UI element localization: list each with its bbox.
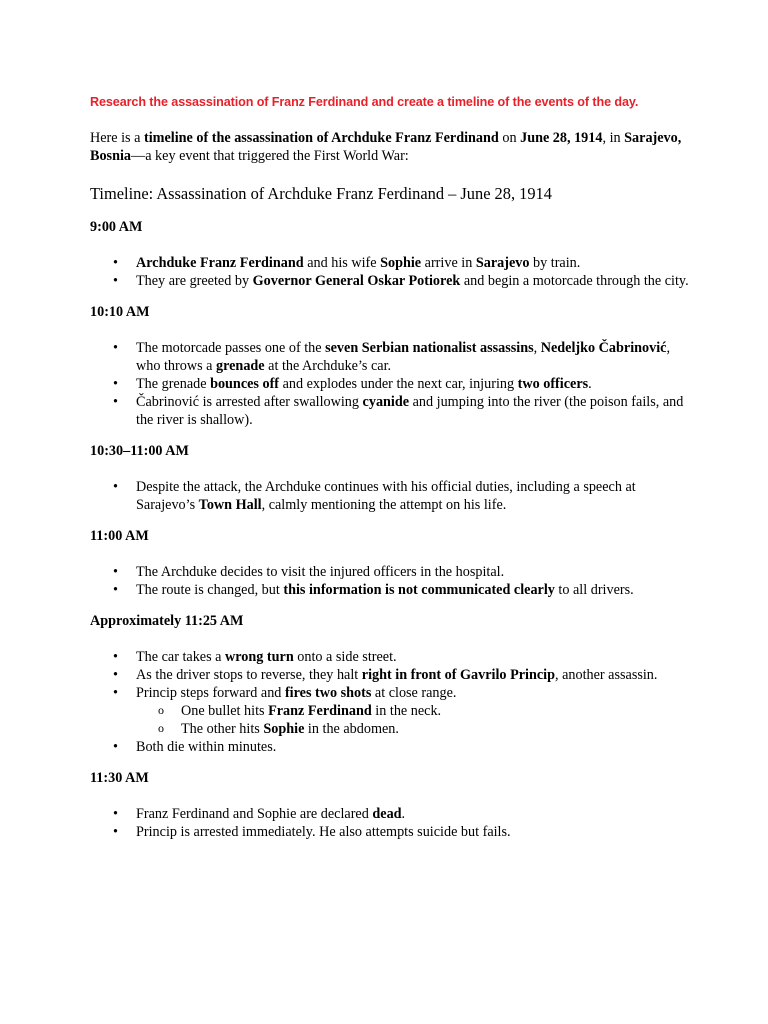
- event-item: [90, 339, 690, 375]
- text-run: in the abdomen.: [304, 721, 399, 737]
- text-run: ,: [533, 340, 541, 356]
- text-run: arrive in: [421, 255, 476, 271]
- event-item: [90, 648, 690, 666]
- time-heading: 10:10 AM: [90, 304, 150, 320]
- timeline-title: Timeline: Assassination of Archduke Franz Ferdinand – June 28, 1914: [90, 184, 552, 203]
- text-run: The motorcade passes one of the: [136, 340, 326, 356]
- bold-text: Franz Ferdinand: [268, 703, 372, 719]
- text-run: Franz Ferdinand and Sophie are declared: [136, 806, 373, 822]
- bold-text: Town Hall: [198, 497, 262, 513]
- text-run: , who throws a: [136, 340, 670, 374]
- bold-text: wrong turn: [225, 649, 294, 665]
- event-item: [90, 823, 690, 841]
- bold-text: bounces off: [210, 376, 280, 392]
- sub-event-item: [136, 720, 690, 738]
- text-run: One bullet hits: [181, 703, 269, 719]
- intro-bold-text: Sarajevo, Bosnia: [90, 130, 682, 164]
- intro-bold-text: June 28, 1914: [520, 130, 603, 146]
- text-run: at close range.: [371, 685, 457, 701]
- bold-text: right in front of Gavrilo Princip: [361, 667, 555, 683]
- text-run: , another assassin.: [555, 667, 658, 683]
- bold-text: Sophie: [380, 255, 422, 271]
- text-run: and explodes under the next car, injuring: [279, 376, 518, 392]
- event-item: [90, 666, 690, 684]
- text-run: and jumping into the river (the poison fails, and the river is shallow).: [136, 394, 684, 428]
- event-list: [90, 478, 690, 514]
- intro-bold-text: timeline of the assassination of Archduke Franz Ferdinand: [143, 130, 499, 146]
- event-item: [90, 272, 690, 290]
- event-list: [90, 648, 690, 756]
- bold-text: dead: [372, 806, 402, 822]
- text-run: Princip is arrested immediately. He also attempts suicide but fails.: [136, 824, 511, 840]
- text-run: The other hits: [181, 721, 264, 737]
- event-item: [90, 478, 690, 514]
- sub-event-item: [136, 702, 690, 720]
- event-list: [90, 339, 690, 429]
- text-run: onto a side street.: [293, 649, 397, 665]
- sub-event-list: [136, 702, 690, 738]
- bold-text: two officers: [517, 376, 589, 392]
- text-run: to all drivers.: [554, 582, 634, 598]
- document-page: [90, 93, 690, 841]
- time-heading: 11:30 AM: [90, 770, 149, 786]
- intro-paragraph: [90, 129, 690, 165]
- intro-text: Here is a: [90, 130, 144, 146]
- event-item: [90, 375, 690, 393]
- bold-text: fires two shots: [284, 685, 372, 701]
- bold-text: Archduke Franz Ferdinand: [136, 255, 304, 271]
- time-heading: 9:00 AM: [90, 219, 143, 235]
- event-item: [90, 738, 690, 756]
- text-run: Čabrinović is arrested after swallowing: [136, 394, 363, 410]
- text-run: by train.: [529, 255, 581, 271]
- text-run: and begin a motorcade through the city.: [460, 273, 689, 289]
- bold-text: Nedeljko Čabrinović: [540, 340, 667, 356]
- text-run: They are greeted by: [136, 273, 253, 289]
- bold-text: this information is not communicated clearly: [283, 582, 555, 598]
- intro-text: , in: [602, 130, 625, 146]
- event-item: [90, 684, 690, 738]
- intro-text: —a key event that triggered the First World War:: [131, 148, 409, 164]
- intro-text: on: [498, 130, 521, 146]
- event-list: [90, 254, 690, 290]
- text-run: .: [401, 806, 406, 822]
- text-run: The Archduke decides to visit the injured officers in the hospital.: [136, 564, 505, 580]
- event-item: [90, 563, 690, 581]
- text-run: The grenade: [136, 376, 211, 392]
- text-run: at the Archduke’s car.: [264, 358, 392, 374]
- text-run: .: [588, 376, 592, 392]
- bold-text: seven Serbian nationalist assassins: [325, 340, 534, 356]
- event-list: [90, 805, 690, 841]
- bold-text: Governor General Oskar Potiorek: [252, 273, 461, 289]
- text-run: The route is changed, but: [136, 582, 284, 598]
- bold-text: Sophie: [263, 721, 305, 737]
- time-heading: 10:30–11:00 AM: [90, 443, 189, 459]
- prompt-heading: Research the assassination of Franz Ferdinand and create a timeline of the events of the day.: [90, 95, 639, 109]
- text-run: Both die within minutes.: [136, 739, 277, 755]
- time-heading: Approximately 11:25 AM: [90, 613, 244, 629]
- bold-text: Sarajevo: [475, 255, 530, 271]
- bold-text: cyanide: [362, 394, 410, 410]
- text-run: The car takes a: [136, 649, 226, 665]
- text-run: , calmly mentioning the attempt on his life.: [261, 497, 507, 513]
- event-item: [90, 254, 690, 272]
- text-run: Princip steps forward and: [136, 685, 285, 701]
- time-heading: 11:00 AM: [90, 528, 149, 544]
- text-run: Despite the attack, the Archduke continues with his official duties, including a speech at Sarajevo’s: [136, 479, 636, 513]
- text-run: in the neck.: [371, 703, 442, 719]
- event-item: [90, 581, 690, 599]
- event-item: [90, 805, 690, 823]
- timeline-sections: [90, 218, 690, 841]
- bold-text: grenade: [216, 358, 265, 374]
- text-run: and his wife: [303, 255, 381, 271]
- text-run: As the driver stops to reverse, they halt: [136, 667, 362, 683]
- event-item: [90, 393, 690, 429]
- event-list: [90, 563, 690, 599]
